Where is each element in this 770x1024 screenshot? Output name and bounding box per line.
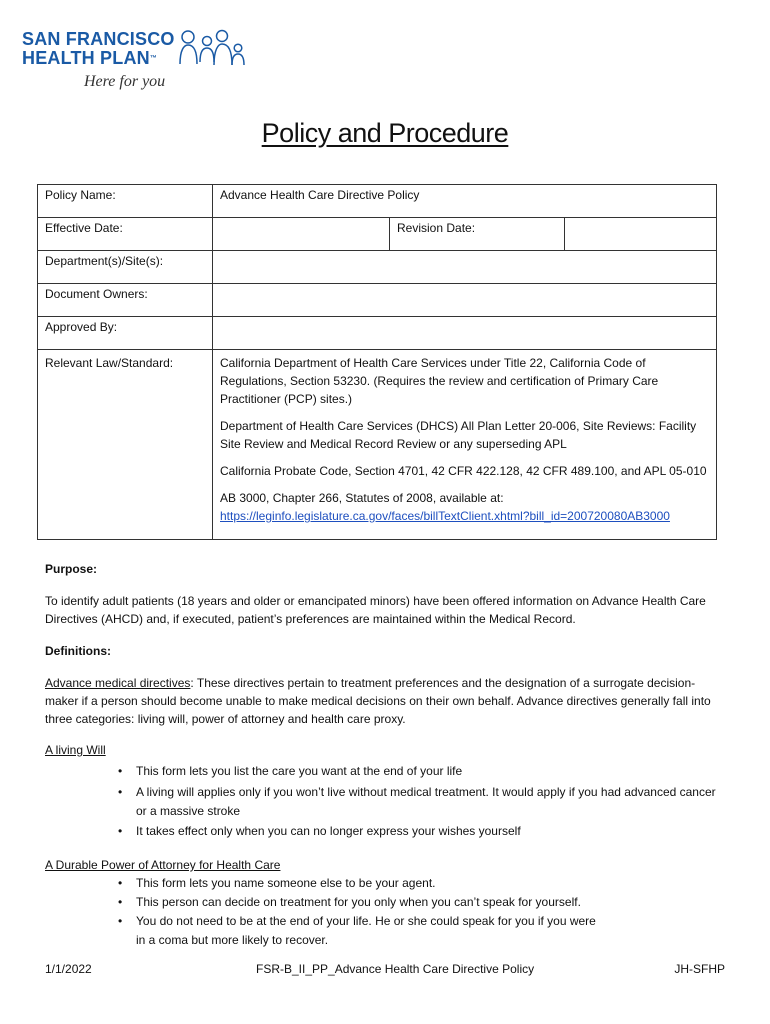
law-paragraph: California Probate Code, Section 4701, 42 CFR 422.128, 42 CFR 489.100, and APL 05-010: [220, 464, 707, 478]
row-departments: [38, 251, 717, 284]
departments-label: Department(s)/Site(s):: [38, 251, 213, 284]
document-owners-label: Document Owners:: [38, 284, 213, 317]
logo-wordmark: [22, 30, 175, 68]
document-owners-value: [213, 284, 717, 317]
list-item: • A living will applies only if you won’t live without medical treatment. It would apply if you had advanced cancer or a massive stroke: [118, 785, 716, 818]
approved-by-label: Approved By:: [38, 317, 213, 350]
departments-value: [213, 251, 717, 284]
approved-by-value: [213, 317, 717, 350]
revision-date-label: Revision Date:: [390, 218, 565, 251]
policy-body: [45, 560, 725, 950]
list-item: • It takes effect only when you can no longer express your wishes yourself: [45, 822, 725, 841]
purpose-heading: Purpose:: [45, 562, 98, 576]
footer-date: 1/1/2022: [45, 962, 92, 976]
row-approved-by: [38, 317, 717, 350]
poa-list: [45, 874, 605, 950]
revision-date-value: [565, 218, 717, 251]
living-will-list: [45, 762, 725, 841]
policy-name-label: Policy Name:: [38, 185, 213, 218]
poa-heading: A Durable Power of Attorney for Health Care: [45, 858, 281, 872]
policy-info-table: [37, 184, 717, 540]
logo-line-1: SAN FRANCISCO: [22, 29, 175, 49]
relevant-law-value: [213, 350, 717, 540]
list-item: • You do not need to be at the end of your life. He or she could speak for you if you were in a coma but more likely to recover.: [118, 914, 596, 947]
family-figures-icon: [176, 28, 248, 70]
bullet-icon: •: [118, 785, 123, 799]
definitions-term: Advance medical directives: [45, 676, 191, 690]
definitions-heading: Definitions:: [45, 644, 111, 658]
bullet-icon: •: [118, 876, 123, 890]
row-policy-name: [38, 185, 717, 218]
bullet-icon: •: [118, 895, 123, 909]
leginfo-link[interactable]: https://leginfo.legislature.ca.gov/faces/billTextClient.xhtml?bill_id=200720080AB3000: [220, 509, 670, 523]
trademark-symbol: ™: [149, 55, 158, 62]
definitions-text: Advance medical directives: These directives pertain to treatment preferences and the designation of a surrogate decision-maker if a person should become unable to make medical decisions on their own behalf. Advance directives generally fall into three categories: living will, power of attorney and health care proxy.: [45, 676, 711, 726]
purpose-text: To identify adult patients (18 years and older or emancipated minors) have been offered information on Advance Health Care Directives (AHCD) and, if executed, patient’s preferences are maintained within the Medical Record.: [45, 594, 706, 626]
effective-date-value: [213, 218, 390, 251]
effective-date-label: Effective Date:: [38, 218, 213, 251]
bullet-icon: •: [118, 914, 123, 928]
logo-tagline: Here for you: [84, 73, 166, 90]
bullet-icon: •: [118, 824, 123, 838]
law-ab3000-text: AB 3000, Chapter 266, Statutes of 2008, available at:: [220, 491, 504, 505]
list-item: • This form lets you list the care you want at the end of your life: [45, 762, 725, 781]
policy-name-value: Advance Health Care Directive Policy: [213, 185, 717, 218]
row-dates: [38, 218, 717, 251]
page-title: Policy and Procedure: [261, 118, 509, 148]
logo-line-2: HEALTH PLAN™: [22, 48, 158, 68]
row-document-owners: [38, 284, 717, 317]
relevant-law-label: Relevant Law/Standard:: [38, 350, 213, 540]
law-paragraph: California Department of Health Care Services under Title 22, California Code of Regulations, Section 53230. (Requires the review and certification of Primary Care Practitioner (PCP) sites.): [220, 356, 659, 406]
law-paragraph: Department of Health Care Services (DHCS) All Plan Letter 20-006, Site Reviews: Facility Site Review and Medical Record Review or any superseding APL: [220, 419, 697, 451]
footer-code: JH-SFHP: [674, 962, 725, 976]
logo: [22, 30, 252, 98]
bullet-icon: •: [118, 764, 123, 778]
list-item: • This person can decide on treatment for you only when you can’t speak for yourself.: [45, 893, 605, 912]
row-relevant-law: [38, 350, 717, 540]
footer-document-name: FSR-B_II_PP_Advance Health Care Directive Policy: [256, 962, 535, 976]
law-paragraph-ab3000: [220, 489, 709, 525]
list-item: • This form lets you name someone else to be your agent.: [45, 874, 605, 893]
living-will-heading: A living Will: [45, 743, 106, 757]
